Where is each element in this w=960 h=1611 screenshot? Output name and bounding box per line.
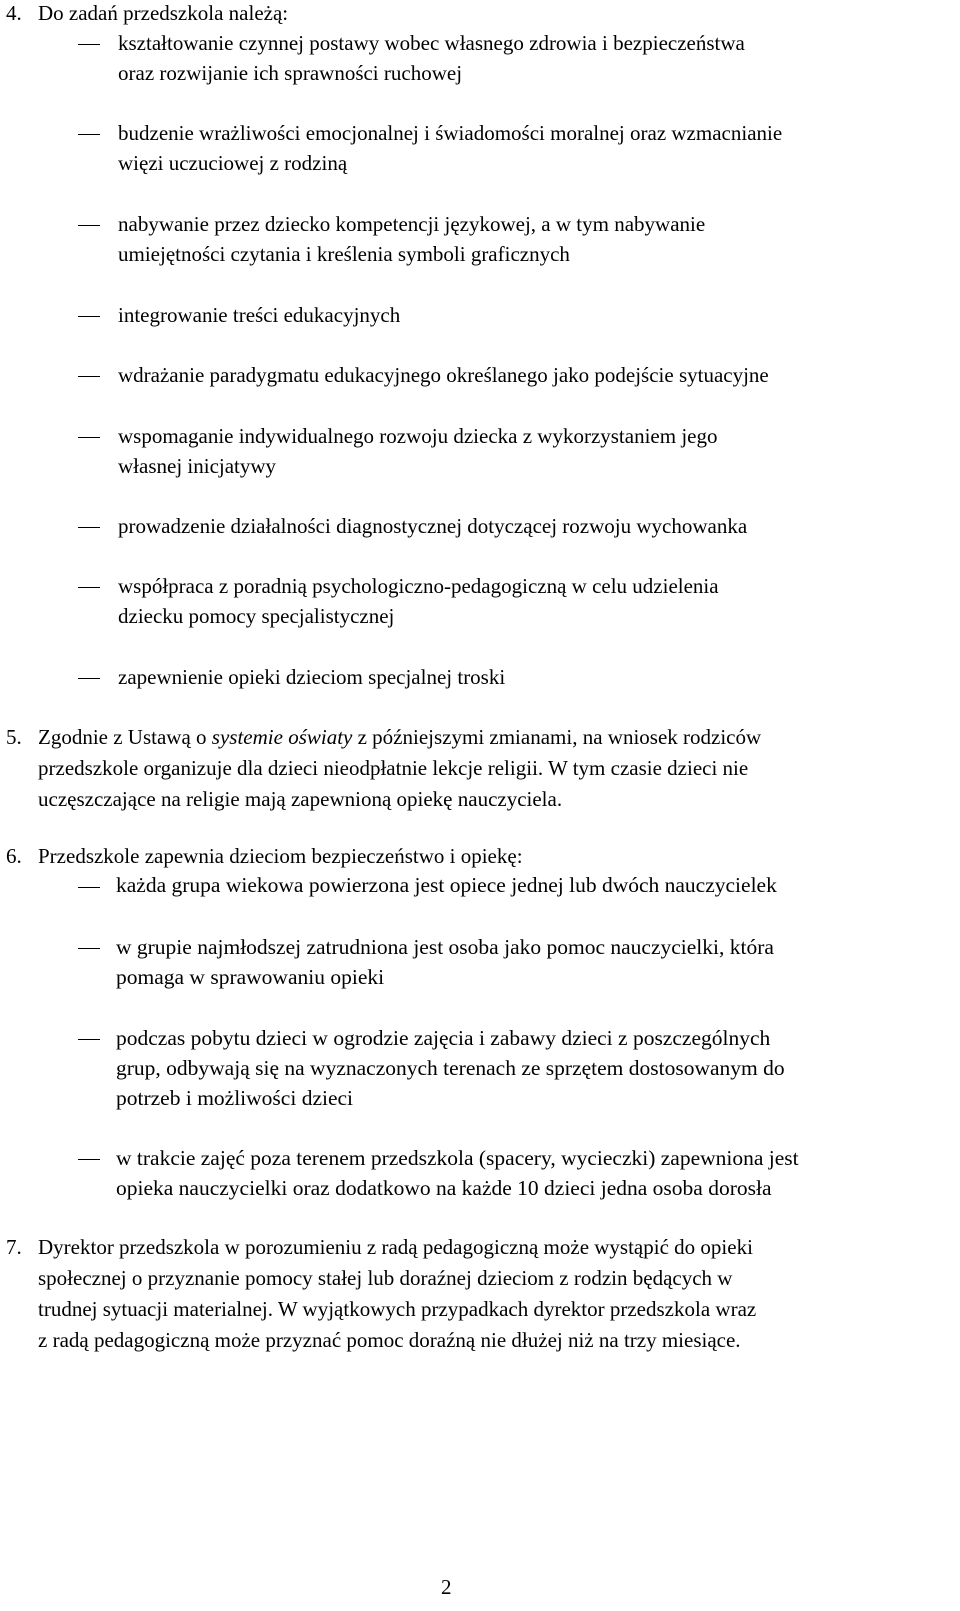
bullet-dash [78, 948, 100, 949]
section-6-heading: Przedszkole zapewnia dzieciom bezpieczeństwo i opiekę: [38, 844, 523, 868]
section-6-item: każda grupa wiekowa powierzona jest opiece jednej lub dwóch nauczycielek [116, 873, 777, 897]
section-4-item: kształtowanie czynnej postawy wobec własnego zdrowia i bezpieczeństwa oraz rozwijanie ich sprawności ruchowej [118, 31, 745, 85]
page-number: 2 [441, 1575, 452, 1599]
section-4-item: nabywanie przez dziecko kompetencji językowej, a w tym nabywanie umiejętności czytania i kreślenia symboli graficznych [118, 212, 706, 266]
section-4-item: integrowanie treści edukacyjnych [118, 303, 401, 327]
section-4-item: budzenie wrażliwości emocjonalnej i świadomości moralnej oraz wzmacnianie więzi uczuciowej z rodziną [118, 121, 783, 175]
section-4-number: 4. [6, 1, 22, 25]
section-6-item: w grupie najmłodszej zatrudniona jest osoba jako pomoc nauczycielki, która pomaga w sprawowaniu opieki [116, 935, 774, 989]
section-4-heading: Do zadań przedszkola należą: [38, 1, 289, 25]
section-6-item: podczas pobytu dzieci w ogrodzie zajęcia i zabawy dzieci z poszczególnych grup, odbywają się na wyznaczonych terenach ze sprzętem dostosowanym do potrzeb i możliwości dzieci [116, 1026, 785, 1110]
bullet-dash [78, 134, 100, 135]
section-5-paragraph: Zgodnie z Ustawą o systemie oświaty z późniejszymi zmianami, na wniosek rodziców przedszkole organizuje dla dzieci nieodpłatnie lekcje religii. W tym czasie dzieci nie uczęszczające na religie mają zapewnioną opiekę nauczyciela. [38, 725, 762, 811]
bullet-dash [78, 316, 100, 317]
statute-title: systemie oświaty [211, 725, 353, 749]
section-4-item: wspomaganie indywidualnego rozwoju dziecka z wykorzystaniem jego własnej inicjatywy [118, 424, 718, 478]
section-5-number: 5. [6, 725, 22, 749]
bullet-dash [78, 678, 100, 679]
bullet-dash [78, 437, 100, 438]
bullet-dash [78, 527, 100, 528]
bullet-dash [78, 376, 100, 377]
section-4-item: prowadzenie działalności diagnostycznej dotyczącej rozwoju wychowanka [118, 514, 748, 538]
bullet-dash [78, 1039, 100, 1040]
section-7-number: 7. [6, 1235, 22, 1259]
section-4-item: wdrażanie paradygmatu edukacyjnego określanego jako podejście sytuacyjne [118, 363, 769, 387]
bullet-dash [78, 44, 100, 45]
section-4-item: zapewnienie opieki dzieciom specjalnej troski [118, 665, 506, 689]
bullet-dash [78, 225, 100, 226]
section-7-paragraph: Dyrektor przedszkola w porozumieniu z radą pedagogiczną może wystąpić do opieki społecznej o przyznanie pomocy stałej lub doraźnej dzieciom z rodzin będących w trudnej sytuacji materialnej. W wyjątkowych przypadkach dyrektor przedszkola wraz z radą pedagogiczną może przyznać pomoc doraźną nie dłużej niż na trzy miesiące. [38, 1235, 757, 1352]
bullet-dash [78, 887, 100, 888]
bullet-dash [78, 1159, 100, 1160]
bullet-dash [78, 587, 100, 588]
section-4-item: współpraca z poradnią psychologiczno-pedagogiczną w celu udzielenia dziecku pomocy specjalistycznej [118, 574, 719, 628]
section-6-item: w trakcie zajęć poza terenem przedszkola (spacery, wycieczki) zapewniona jest opieka nauczycielki oraz dodatkowo na każde 10 dzieci jedna osoba dorosła [116, 1146, 799, 1200]
section-6-number: 6. [6, 844, 22, 868]
